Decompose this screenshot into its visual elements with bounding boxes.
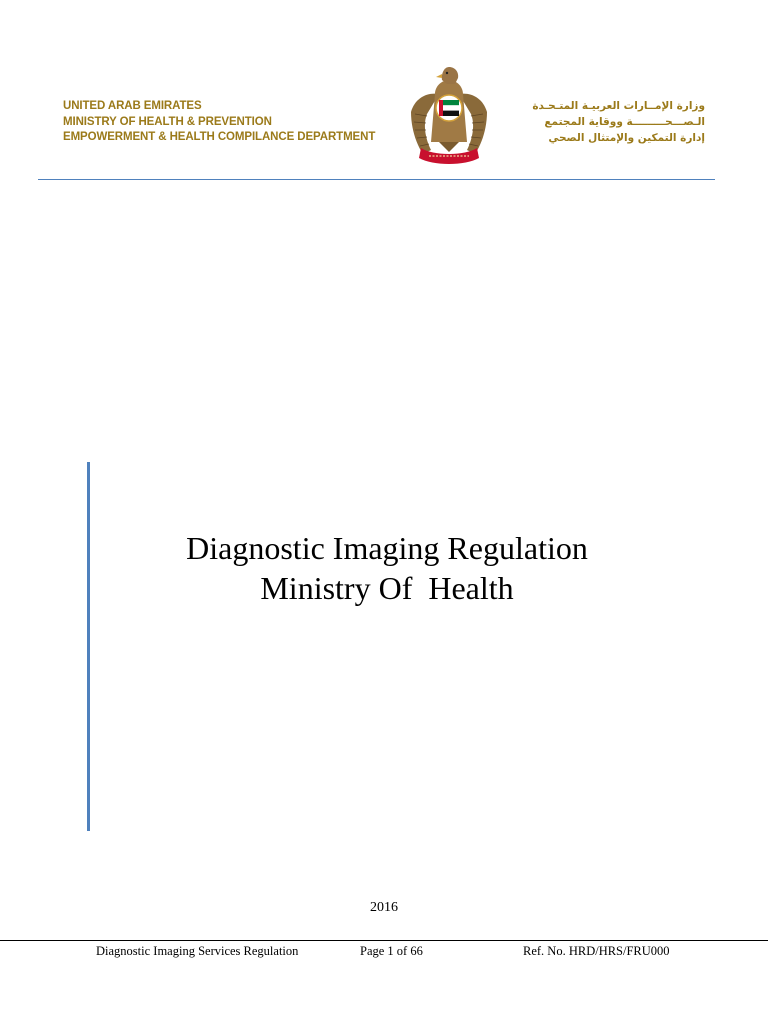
publication-year: 2016 — [370, 900, 398, 915]
footer-reference-number: Ref. No. HRD/HRS/FRU000 — [523, 944, 670, 958]
footer-document-name: Diagnostic Imaging Services Regulation — [96, 944, 299, 958]
header-arabic-community: الـصـــحـــــــــة ووقاية المجتمع — [544, 116, 705, 128]
document-title — [100, 528, 674, 608]
header-divider — [38, 179, 715, 180]
header-arabic-department: إدارة التمكين والإمتثال الصحي — [548, 132, 705, 144]
header-ministry: MINISTRY OF HEALTH & PREVENTION — [63, 115, 272, 128]
header-arabic-ministry: وزارة الإمــارات العربيـة المتـحـدة — [532, 100, 705, 112]
uae-emblem-icon — [409, 64, 489, 168]
title-line-1: Diagnostic Imaging Regulation — [186, 530, 588, 566]
title-accent-bar — [87, 462, 90, 831]
header-arabic-block — [532, 98, 705, 146]
header-country: UNITED ARAB EMIRATES — [63, 100, 202, 112]
footer-page-number: Page 1 of 66 — [360, 944, 423, 958]
footer-divider — [0, 940, 768, 941]
header-department: EMPOWERMENT & HEALTH COMPILANCE DEPARTMENT — [63, 131, 376, 143]
header-english-block — [63, 99, 375, 146]
title-line-2: Ministry Of Health — [260, 570, 514, 606]
